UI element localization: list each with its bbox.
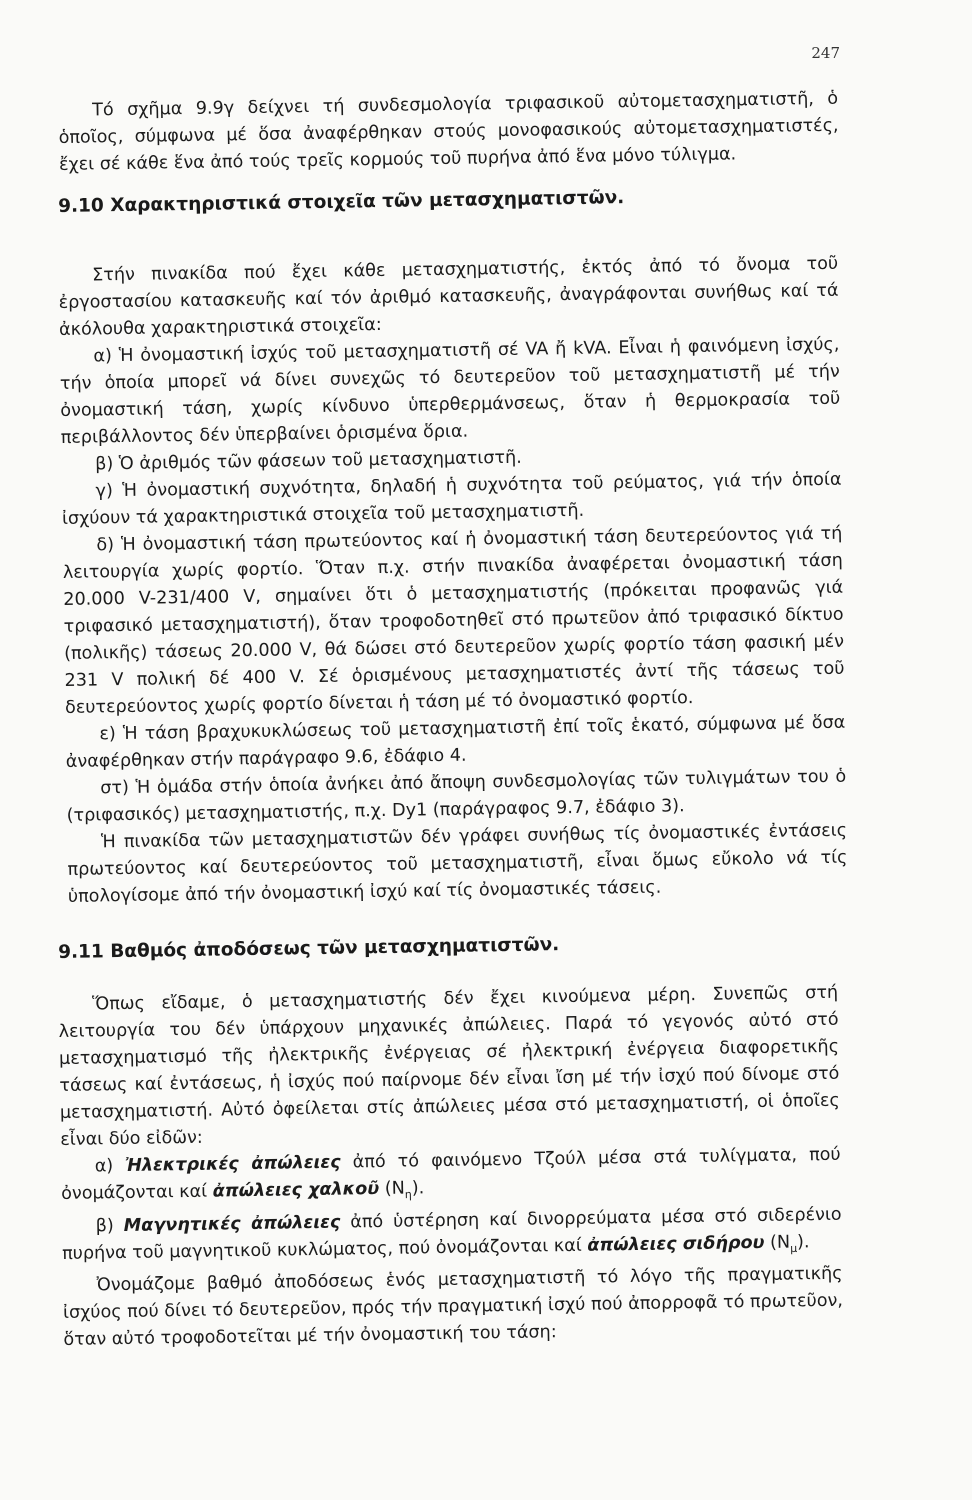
paragraph: Ὀνομάζομε βαθμό ἀποδόσεως ἑνός μετασχηματιστῆ τό λόγο τῆς πραγματικῆς ἰσχύος πού δίνει τό δευτερεῦον, πρός τήν πραγματική ἰσχύ πού ἀπορροφᾶ τό πρωτεῦον, ὅταν αὐτό τροφοδοτεῖται μέ τήν ὀνομαστική του τάση: (62, 1263, 844, 1350)
section-heading: 9.11 Βαθμός ἀποδόσεως τῶν μετασχηματιστῶν. (58, 934, 560, 963)
list-item: στ) Ἡ ὁμάδα στήν ὁποία ἀνήκει ἀπό ἄποψη συνδεσμολογίας τῶν τυλιγμάτων του ὁ (τριφασικός) μετασχηματιστής, π.χ. Dy1 (παράγραφος 9.7, ἐδάφιο 3). (66, 766, 847, 826)
term-emphasis: ἀπώλειες χαλκοῦ (212, 1178, 380, 1202)
item-text: ἀπό τό φαινόμενο Τζούλ μέσα στά τυλίγματα, πού ὀνομάζονται καί (61, 1144, 841, 1204)
list-item: δ) Ἡ ὀνομαστική τάση πρωτεύοντος καί ἡ ὀνομαστική τάση δευτερεύοντος γιά τή λειτουργία χωρίς φορτίο. Ὅταν π.χ. στήν πινακίδα ἀναφέρεται ὀνομαστική τάση 20.000 V-231/400 V, σημαίνει ὅτι ὁ μετασχηματιστής (πρόκειται προφανῶς γιά τριφασικό μετασχηματιστή), ὅταν τροφοδοτηθεῖ στό πρωτεῦον ἀπό τριφασικό δίκτυο (πολικῆς) τάσεως 20.000 V, θά δώσει στό δευτερεῦον χωρίς φορτίο τάση φασική μέν 231 V πολική δέ 400 V. Σέ ὁρισμένους μετασχηματιστές ἀντί τῆς τάσεως τοῦ δευτερεύοντος χωρίς φορτίο δίνεται ἡ τάση μέ τό ὀνομαστικό φορτίο. (62, 523, 845, 718)
section-9-11-heading-block (58, 930, 838, 963)
term-emphasis: ἀπώλειες σιδήρου (587, 1232, 765, 1256)
list-item: β) Ὁ ἀριθμός τῶν φάσεων τοῦ μετασχηματιστῆ. (95, 447, 522, 475)
item-prefix: α) (94, 1155, 126, 1177)
section-9-10-heading-block (58, 184, 838, 217)
term-emphasis: Μαγνητικές ἀπώλειες (123, 1212, 341, 1236)
list-item: γ) Ἡ ὀνομαστική συχνότητα, δηλαδή ἡ συχνότητα τοῦ ρεύματος, γιά τήν ὁποία ἰσχύουν τά χαρακτηριστικά στοιχεῖα τοῦ μετασχηματιστῆ. (61, 469, 842, 529)
symbol: (N (764, 1232, 791, 1253)
term-emphasis: Ἠλεκτρικές ἀπώλειες (125, 1152, 341, 1176)
paragraph: Ὅπως εἴδαμε, ὁ μετασχηματιστής δέν ἔχει κινούμενα μέρη. Συνεπῶς στή λειτουργία του δέν ὑπάρχουν μηχανικές ἀπώλειες. Παρά τό γεγονός αὐτό στό μετασχηματισμό τῆς ἠλεκτρικῆς ἐνέργειας σέ ἠλεκτρική ἐνέργεια διαφορετικῆς τάσεως καί ἐντάσεως, ἡ ἰσχύς πού παίρνομε δέν εἶναι ἴση μέ τήν ἰσχύ πού δίνομε στό μετασχηματιστή. Αὐτό ὀφείλεται στίς ἀπώλειες μέσα στό μετασχηματιστή, οἱ ὁποῖες εἶναι δύο εἰδῶν: (58, 982, 840, 1150)
paragraph: Στήν πινακίδα πού ἔχει κάθε μετασχηματιστής, ἐκτός ἀπό τό ὄνομα τοῦ ἐργοστασίου κατασκευῆς καί τόν ἀριθμό κατασκευῆς, ἀναγράφονται συνήθως καί τά ἀκόλουθα χαρακτηριστικά στοιχεῖα: (58, 253, 839, 340)
page-number: 247 (811, 44, 840, 62)
item-end: ). (411, 1178, 425, 1199)
section-heading: 9.10 Χαρακτηριστικά στοιχεῖα τῶν μετασχηματιστῶν. (58, 187, 625, 217)
list-item: ε) Ἡ τάση βραχυκυκλώσεως τοῦ μετασχηματιστῆ ἐπί τοῖς ἑκατό, σύμφωνα μέ ὅσα ἀναφέρθηκαν στήν παράγραφο 9.6, ἐδάφιο 4. (65, 712, 846, 772)
paragraph: Ἡ πινακίδα τῶν μετασχηματιστῶν δέν γράφει συνήθως τίς ὀνομαστικές ἐντάσεις πρωτεύοντος καί δευτερεύοντος τοῦ μετασχηματιστῆ, εἶναι ὅμως εὔκολο νά τίς ὑπολογίσομε ἀπό τήν ὀνομαστική ἰσχύ καί τίς ὀνομαστικές τάσεις. (67, 820, 848, 907)
symbol: (N (379, 1178, 405, 1199)
intro-paragraph: Τό σχῆμα 9.9γ δείχνει τή συνδεσμολογία τριφασικοῦ αὐτομετασχηματιστῆ, ὁ ὁποῖος, σύμφωνα μέ ὅσα ἀναφέρθηκαν στούς μονοφασικούς αὐτομετασχηματιστές, ἔχει σέ κάθε ἕνα ἀπό τούς τρεῖς κορμούς τοῦ πυρήνα ἀπό ἕνα μόνο τύλιγμα. (58, 88, 839, 175)
item-prefix: β) (95, 1215, 124, 1236)
section-9-11-body (58, 980, 844, 1354)
section-9-10-body (58, 251, 848, 911)
item-end: ). (796, 1231, 810, 1252)
symbol-subscript: μ (790, 1241, 798, 1255)
item-text: ἀπό ὑστέρηση καί δινορρεύματα μέσα στό σιδερένιο πυρήνα τοῦ μαγνητικοῦ κυκλώματος, πού ὀνομάζονται καί (61, 1204, 842, 1264)
symbol-subscript: η (404, 1187, 412, 1202)
intro-block (58, 86, 839, 179)
list-item: α) Ἡ ὀνομαστική ἰσχύς τοῦ μετασχηματιστῆ σέ VA ἤ kVA. Εἶναι ἡ φαινόμενη ἰσχύς, τήν ὁποία μπορεῖ νά δίνει συνεχῶς τό δευτερεῦον τοῦ μετασχηματιστῆ μέ τήν ὀνομαστική τάση, χωρίς κίνδυνο ὑπερθερμάνσεως, ὅταν ἡ θερμοκρασία τοῦ περιβάλλοντος δέν ὑπερβαίνει ὁρισμένα ὅρια. (59, 334, 841, 448)
